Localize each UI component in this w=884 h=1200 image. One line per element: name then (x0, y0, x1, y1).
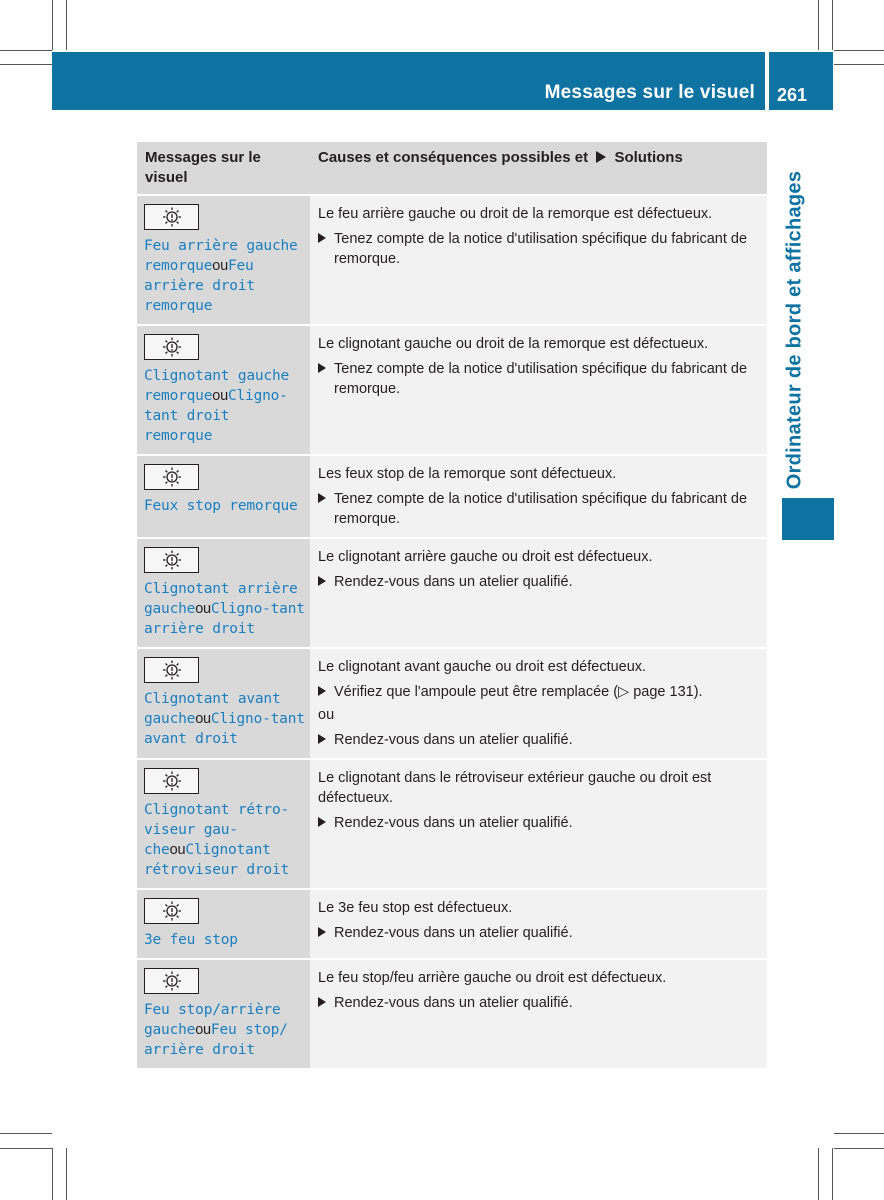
cause-cell (310, 959, 767, 1068)
crop-mark (818, 0, 819, 50)
solution-step: Rendez-vous dans un atelier qualifié. (318, 572, 759, 592)
solution-step: Rendez-vous dans un atelier qualifié. (318, 813, 759, 833)
display-message: Clignotant arrière gaucheouCligno-tant arrière droit (144, 581, 305, 637)
message-cell (137, 889, 310, 959)
bulb-fault-glyph (161, 206, 183, 228)
crop-mark (0, 1133, 52, 1134)
crop-mark (0, 50, 52, 51)
column-header-messages: Messages sur le visuel (137, 142, 310, 195)
triangle-right-icon (318, 734, 326, 744)
crop-mark (0, 1148, 52, 1149)
bulb-fault-icon (144, 547, 199, 573)
display-message: 3e feu stop (144, 932, 238, 948)
crop-mark (832, 0, 833, 50)
table-row (137, 889, 767, 959)
crop-mark (52, 1148, 53, 1200)
table-row (137, 455, 767, 538)
bulb-fault-glyph (161, 900, 183, 922)
display-message: Feu arrière gauche remorqueouFeu arrière droit remorque (144, 238, 298, 314)
solution-step: Rendez-vous dans un atelier qualifié. (318, 730, 759, 750)
solution-step: Rendez-vous dans un atelier qualifié. (318, 923, 759, 943)
side-tab-label: Ordinateur de bord et affichages (783, 170, 806, 490)
column-header-solutions-text: Solutions (614, 149, 683, 166)
page-title: Messages sur le visuel (544, 82, 755, 103)
cause-text: Le 3e feu stop est défectueux. (318, 900, 513, 916)
cause-text: Le feu stop/feu arrière gauche ou droit est défectueux. (318, 970, 667, 986)
display-message: Feux stop remorque (144, 498, 298, 514)
header-bar (52, 52, 765, 110)
cause-cell (310, 759, 767, 889)
triangle-right-icon (318, 817, 326, 827)
bulb-fault-glyph (161, 466, 183, 488)
cause-cell (310, 889, 767, 959)
table-row (137, 648, 767, 759)
bulb-fault-glyph (161, 659, 183, 681)
cause-cell (310, 325, 767, 455)
bulb-fault-glyph (161, 336, 183, 358)
bulb-fault-glyph (161, 770, 183, 792)
crop-mark (834, 64, 884, 65)
crop-mark (834, 1133, 884, 1134)
display-message: Clignotant rétro-viseur gau-cheouClignotant rétroviseur droit (144, 802, 290, 878)
solution-step: Rendez-vous dans un atelier qualifié. (318, 993, 759, 1013)
bulb-fault-icon (144, 204, 199, 230)
bulb-fault-icon (144, 898, 199, 924)
crop-mark (66, 0, 67, 50)
bulb-fault-glyph (161, 549, 183, 571)
message-cell (137, 455, 310, 538)
solution-step: Tenez compte de la notice d'utilisation spécifique du fabricant de remorque. (318, 489, 759, 529)
triangle-right-icon (318, 233, 326, 243)
cause-text: Le clignotant gauche ou droit de la remorque est défectueux. (318, 336, 709, 352)
triangle-right-icon (318, 927, 326, 937)
table-row (137, 759, 767, 889)
table-row (137, 325, 767, 455)
cause-text: Le clignotant avant gauche ou droit est défectueux. (318, 659, 647, 675)
bulb-fault-icon (144, 968, 199, 994)
crop-mark (0, 64, 52, 65)
display-message: Feu stop/arrière gaucheouFeu stop/ arrière droit (144, 1002, 288, 1058)
bulb-fault-icon (144, 334, 199, 360)
bulb-fault-icon (144, 768, 199, 794)
table-row (137, 195, 767, 325)
message-cell (137, 325, 310, 455)
crop-mark (818, 1148, 819, 1200)
table-row (137, 538, 767, 648)
message-cell (137, 538, 310, 648)
solution-step: Vérifiez que l'ampoule peut être remplacée (▷ page 131). (318, 682, 759, 702)
column-header-causes-text: Causes et conséquences possibles et (318, 149, 589, 166)
triangle-right-icon (318, 493, 326, 503)
column-header-causes (310, 142, 767, 195)
crop-mark (834, 50, 884, 51)
solution-step: Tenez compte de la notice d'utilisation spécifique du fabricant de remorque. (318, 229, 759, 269)
cause-text: Le clignotant dans le rétroviseur extérieur gauche ou droit est défectueux. (318, 770, 712, 806)
crop-mark (832, 1148, 833, 1200)
cause-cell (310, 648, 767, 759)
triangle-right-icon (318, 576, 326, 586)
message-cell (137, 648, 310, 759)
or-text: ou (318, 707, 335, 723)
crop-mark (834, 1148, 884, 1149)
triangle-right-icon (318, 997, 326, 1007)
triangle-right-icon (318, 363, 326, 373)
triangle-right-icon (596, 151, 606, 163)
solution-step: Tenez compte de la notice d'utilisation spécifique du fabricant de remorque. (318, 359, 759, 399)
cause-text: Les feux stop de la remorque sont défectueux. (318, 466, 617, 482)
bulb-fault-glyph (161, 970, 183, 992)
bulb-fault-icon (144, 657, 199, 683)
messages-table (137, 142, 767, 1068)
triangle-right-icon (318, 686, 326, 696)
bulb-fault-icon (144, 464, 199, 490)
page-number: 261 (777, 85, 808, 105)
message-cell (137, 959, 310, 1068)
cause-text: Le clignotant arrière gauche ou droit est défectueux. (318, 549, 653, 565)
crop-mark (66, 1148, 67, 1200)
display-message: Clignotant gauche remorqueouCligno-tant droit remorque (144, 368, 290, 444)
message-cell (137, 759, 310, 889)
message-cell (137, 195, 310, 325)
table-row (137, 959, 767, 1068)
side-tab-marker (782, 498, 834, 540)
cause-cell (310, 538, 767, 648)
cause-text: Le feu arrière gauche ou droit de la remorque est défectueux. (318, 206, 713, 222)
page-number-box (769, 52, 833, 110)
cause-cell (310, 455, 767, 538)
display-message: Clignotant avant gaucheouCligno-tant avant droit (144, 691, 305, 747)
crop-mark (52, 0, 53, 50)
cause-cell (310, 195, 767, 325)
